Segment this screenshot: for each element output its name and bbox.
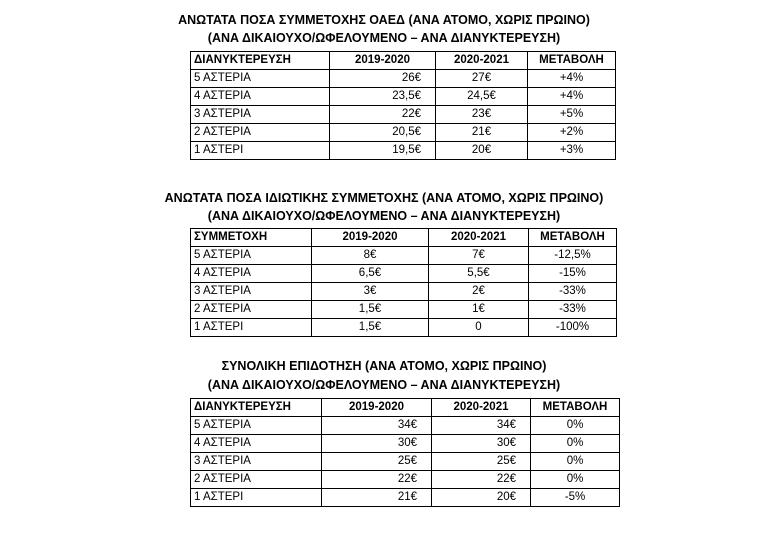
table-cell: 5 ΑΣΤΕΡΙΑ xyxy=(191,417,322,435)
table-row xyxy=(191,247,617,265)
table-cell: 34€ xyxy=(322,417,432,435)
table-cell: 5 ΑΣΤΕΡΙΑ xyxy=(191,247,312,265)
table-row xyxy=(191,283,617,301)
table-cell: 0% xyxy=(531,471,620,489)
header-cell: 2019-2020 xyxy=(330,52,436,70)
table-cell: -15% xyxy=(529,265,617,283)
table-cell: 21€ xyxy=(322,489,432,507)
table-cell: -100% xyxy=(529,319,617,337)
oaed-contribution-table xyxy=(190,51,616,160)
table-cell: 5,5€ xyxy=(429,265,529,283)
table-cell: 1,5€ xyxy=(312,319,429,337)
table-header-row xyxy=(191,229,617,247)
table-cell: +2% xyxy=(528,124,616,142)
header-cell: 2019-2020 xyxy=(322,399,432,417)
table-row xyxy=(191,124,616,142)
table-cell: 3 ΑΣΤΕΡΙΑ xyxy=(191,283,312,301)
table-cell: +3% xyxy=(528,142,616,160)
table-cell: -12,5% xyxy=(529,247,617,265)
table-row xyxy=(191,489,620,507)
table3-subtitle: (ΑΝΑ ΔΙΚΑΙΟΥΧΟ/ΩΦΕΛΟΥΜΕΝΟ – ΑΝΑ ΔΙΑΝΥΚΤΕΡΕΥΣΗ) xyxy=(207,378,561,392)
table-row xyxy=(191,301,617,319)
header-cell: ΣΥΜΜΕΤΟΧΗ xyxy=(191,229,312,247)
table-cell: 6,5€ xyxy=(312,265,429,283)
table-cell: 22€ xyxy=(322,471,432,489)
table-row xyxy=(191,142,616,160)
table-row xyxy=(191,70,616,88)
header-cell: ΜΕΤΑΒΟΛΗ xyxy=(529,229,617,247)
table-cell: 1,5€ xyxy=(312,301,429,319)
table-cell: 23€ xyxy=(436,106,528,124)
table-row xyxy=(191,417,620,435)
table-cell: 20€ xyxy=(436,142,528,160)
table-cell: 30€ xyxy=(322,435,432,453)
table-cell: 26€ xyxy=(330,70,436,88)
table-cell: 2€ xyxy=(429,283,529,301)
header-cell: ΜΕΤΑΒΟΛΗ xyxy=(531,399,620,417)
table-cell: 27€ xyxy=(436,70,528,88)
table-cell: 0% xyxy=(531,435,620,453)
table-row xyxy=(191,319,617,337)
table-cell: 3€ xyxy=(312,283,429,301)
table-cell: 2 ΑΣΤΕΡΙΑ xyxy=(191,471,322,489)
table-cell: 24,5€ xyxy=(436,88,528,106)
table1-subtitle: (ΑΝΑ ΔΙΚΑΙΟΥΧΟ/ΩΦΕΛΟΥΜΕΝΟ – ΑΝΑ ΔΙΑΝΥΚΤΕΡΕΥΣΗ) xyxy=(207,31,561,45)
private-contribution-table xyxy=(190,228,617,337)
total-subsidy-table xyxy=(190,398,620,507)
table-cell: 25€ xyxy=(432,453,531,471)
table-cell: 23,5€ xyxy=(330,88,436,106)
table-cell: 4 ΑΣΤΕΡΙΑ xyxy=(191,435,322,453)
header-cell: 2020-2021 xyxy=(429,229,529,247)
table2-subtitle: (ΑΝΑ ΔΙΚΑΙΟΥΧΟ/ΩΦΕΛΟΥΜΕΝΟ – ΑΝΑ ΔΙΑΝΥΚΤΕΡΕΥΣΗ) xyxy=(207,209,561,223)
table-cell: 0 xyxy=(429,319,529,337)
table-cell: -33% xyxy=(529,301,617,319)
table-cell: 1 ΑΣΤΕΡΙ xyxy=(191,142,330,160)
table-header-row xyxy=(191,52,616,70)
table-cell: 1 ΑΣΤΕΡΙ xyxy=(191,489,322,507)
table-cell: 25€ xyxy=(322,453,432,471)
table-cell: 30€ xyxy=(432,435,531,453)
table-cell: 3 ΑΣΤΕΡΙΑ xyxy=(191,106,330,124)
table-cell: 1 ΑΣΤΕΡΙ xyxy=(191,319,312,337)
table-row xyxy=(191,88,616,106)
table-cell: 20€ xyxy=(432,489,531,507)
table-cell: 0% xyxy=(531,417,620,435)
header-cell: ΔΙΑΝΥΚΤΕΡΕΥΣΗ xyxy=(191,52,330,70)
table-cell: 34€ xyxy=(432,417,531,435)
table2-title: ΑΝΩΤΑΤΑ ΠΟΣΑ ΙΔΙΩΤΙΚΗΣ ΣΥΜΜΕΤΟΧΗΣ (ΑΝΑ ΑΤΟΜΟ, ΧΩΡΙΣ ΠΡΩΙΝΟ) xyxy=(164,191,604,205)
table1-title: ΑΝΩΤΑΤΑ ΠΟΣΑ ΣΥΜΜΕΤΟΧΗΣ ΟΑΕΔ (ΑΝΑ ΑΤΟΜΟ, ΧΩΡΙΣ ΠΡΩΙΝΟ) xyxy=(178,13,590,27)
table-cell: 22€ xyxy=(330,106,436,124)
table-cell: +5% xyxy=(528,106,616,124)
table-cell: 19,5€ xyxy=(330,142,436,160)
table-row xyxy=(191,265,617,283)
header-cell: ΔΙΑΝΥΚΤΕΡΕΥΣΗ xyxy=(191,399,322,417)
table-cell: 2 ΑΣΤΕΡΙΑ xyxy=(191,301,312,319)
header-cell: 2020-2021 xyxy=(436,52,528,70)
table-cell: 4 ΑΣΤΕΡΙΑ xyxy=(191,265,312,283)
table-row xyxy=(191,106,616,124)
table-cell: +4% xyxy=(528,88,616,106)
table-cell: 7€ xyxy=(429,247,529,265)
table-cell: 8€ xyxy=(312,247,429,265)
table-row xyxy=(191,453,620,471)
table-cell: 22€ xyxy=(432,471,531,489)
header-cell: 2020-2021 xyxy=(432,399,531,417)
table-cell: 3 ΑΣΤΕΡΙΑ xyxy=(191,453,322,471)
table3-title: ΣΥΝΟΛΙΚΗ ΕΠΙΔΟΤΗΣΗ (ΑΝΑ ΑΤΟΜΟ, ΧΩΡΙΣ ΠΡΩΙΝΟ) xyxy=(221,359,547,373)
table-cell: 20,5€ xyxy=(330,124,436,142)
header-cell: 2019-2020 xyxy=(312,229,429,247)
table-cell: -5% xyxy=(531,489,620,507)
header-cell: ΜΕΤΑΒΟΛΗ xyxy=(528,52,616,70)
table-header-row xyxy=(191,399,620,417)
table-cell: 2 ΑΣΤΕΡΙΑ xyxy=(191,124,330,142)
table-row xyxy=(191,471,620,489)
table-cell: 0% xyxy=(531,453,620,471)
table-cell: 5 ΑΣΤΕΡΙΑ xyxy=(191,70,330,88)
table-row xyxy=(191,435,620,453)
table-cell: 1€ xyxy=(429,301,529,319)
table-cell: 21€ xyxy=(436,124,528,142)
table-cell: +4% xyxy=(528,70,616,88)
table-cell: -33% xyxy=(529,283,617,301)
table-cell: 4 ΑΣΤΕΡΙΑ xyxy=(191,88,330,106)
